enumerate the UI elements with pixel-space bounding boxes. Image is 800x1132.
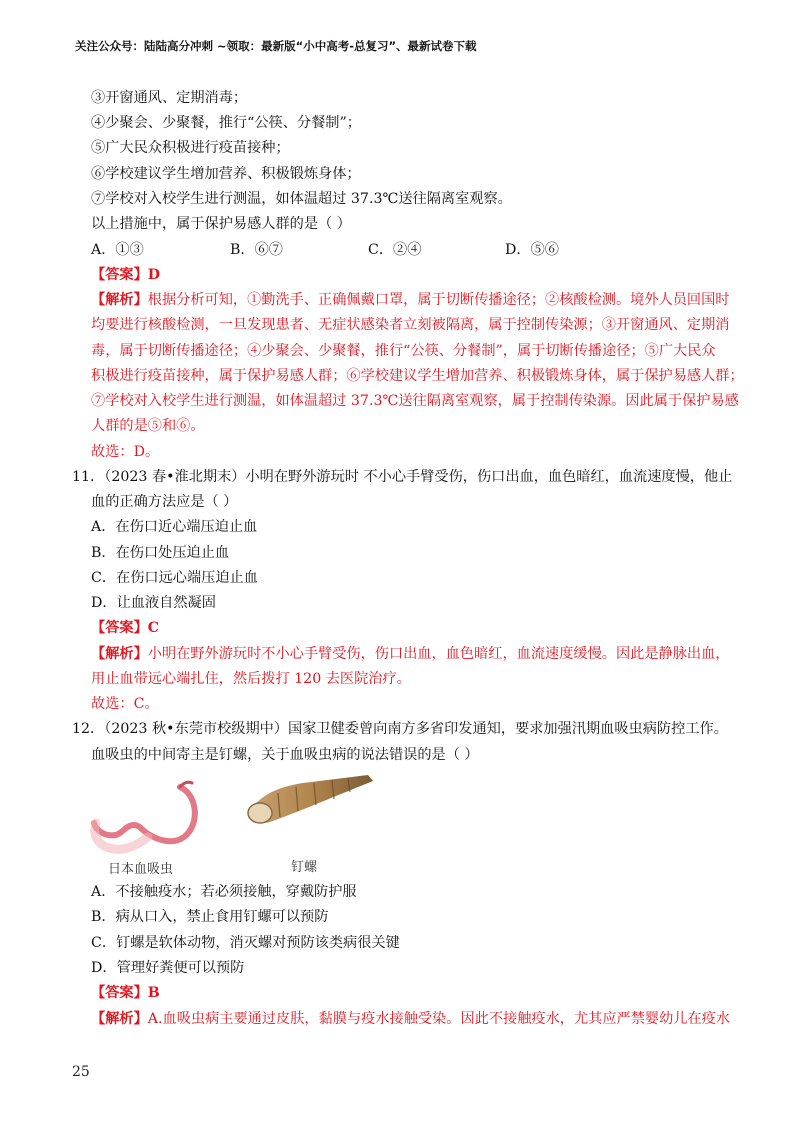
option-d: D．⑤⑥ [505,242,559,258]
conclusion: 故选：C。 [91,696,159,712]
answer-line [91,618,159,638]
answer-label: 【答案】 [91,620,148,636]
answer-label: 【答案】 [91,985,148,1001]
measure-item: ③开窗通风、定期消毒； [91,90,248,106]
analysis-label: 【解析】 [91,646,148,662]
analysis-line [91,1009,730,1029]
question-stem: 11．（2023 春•淮北期末）小明在野外游玩时 不小心手臂受伤，伤口出血，血色暗红，血流速度慢，他止 [72,469,733,485]
measure-item: ⑦学校对入校学生进行测温，如体温超过 37.3℃送往隔离室观察。 [91,191,512,207]
analysis-text: A.血吸虫病主要通过皮肤，黏膜与疫水接触受染。因此不接触疫水，尤其应严禁婴幼儿在疫水 [147,1011,731,1027]
analysis-line [91,290,729,310]
answer-line [91,983,160,1003]
question-stem: 血吸虫的中间寄主是钉螺，关于血吸虫病的说法错误的是（ ） [91,747,479,763]
answer-value: B [147,985,160,1001]
question-stem: 以上措施中，属于保护易感人群的是（ ） [91,216,351,232]
answer-label: 【答案】 [91,267,148,283]
option-b: B．⑥⑦ [230,242,283,258]
analysis-label: 【解析】 [91,1011,148,1027]
analysis-text: 小明在野外游玩时不小心手臂受伤，伤口出血，血色暗红，血流速度缓慢。因此是静脉出血， [147,646,730,662]
option-b: B．在伤口处压迫止血 [91,545,230,561]
measure-item: ⑥学校建议学生增加营养、积极锻炼身体； [91,166,361,182]
option-a: A．①③ [91,242,144,258]
analysis-line [91,644,729,664]
option-a: A．在伤口近心端压迫止血 [91,519,258,535]
option-c: C．在伤口远心端压迫止血 [91,570,258,586]
analysis-text: 用止血带远心端扎住，然后拨打 120 去医院治疗。 [91,671,411,687]
option-d: D．管理好粪便可以预防 [91,960,245,976]
page-header: 关注公众号：陆陆高分冲刺 ~领取：最新版“小中高考-总复习”、最新试卷下载 [75,39,477,53]
analysis-text: 毒，属于切断传播途径；④少聚会、少聚餐，推行“公筷、分餐制”，属于切断传播途径；⑤广大民众 [91,343,716,359]
analysis-text: ⑦学校对入校学生进行测温，如体温超过 37.3℃送往隔离室观察，属于控制传染源。因此属于保护易感 [91,393,739,409]
answer-value: D [147,267,161,283]
analysis-text: 人群的是⑤和⑥。 [91,418,205,434]
measure-item: ④少聚会、少聚餐，推行“公筷、分餐制”； [91,115,361,131]
analysis-label: 【解析】 [91,292,148,308]
figure-caption: 日本血吸虫 [108,862,174,877]
answer-line [91,265,160,285]
figure-caption: 钉螺 [291,860,318,875]
question-stem: 血的正确方法应是（ ） [91,494,238,510]
analysis-text: 积极进行疫苗接种，属于保护易感人群；⑥学校建议学生增加营养、积极锻炼身体，属于保护易感人群； [91,368,744,384]
analysis-text: 均要进行核酸检测，一旦发现患者、无症状感染者立刻被隔离，属于控制传染源；③开窗通风、定期消 [91,317,730,333]
option-c: C．钉螺是软体动物，消灭螺对预防该类病很关键 [91,935,400,951]
option-d: D．让血液自然凝固 [91,595,216,611]
analysis-text: 根据分析可知，①勤洗手、正确佩戴口罩，属于切断传播途径；②核酸检测。境外人员回国时 [147,292,730,308]
question-stem: 12．（2023 秋•东莞市校级期中）国家卫健委曾向南方多省印发通知，要求加强汛期血吸虫病防控工作。 [72,721,728,737]
conclusion: 故选：D。 [91,444,160,460]
figure [88,765,388,877]
option-b: B．病从口入，禁止食用钉螺可以预防 [91,909,329,925]
page-number: 25 [72,1064,90,1080]
option-a: A．不接触疫水；若必须接触，穿戴防护服 [91,884,357,900]
snail-shell [248,775,373,823]
answer-value: C [147,620,160,636]
option-c: C．②④ [368,242,422,258]
measure-item: ⑤广大民众积极进行疫苗接种； [91,140,290,156]
